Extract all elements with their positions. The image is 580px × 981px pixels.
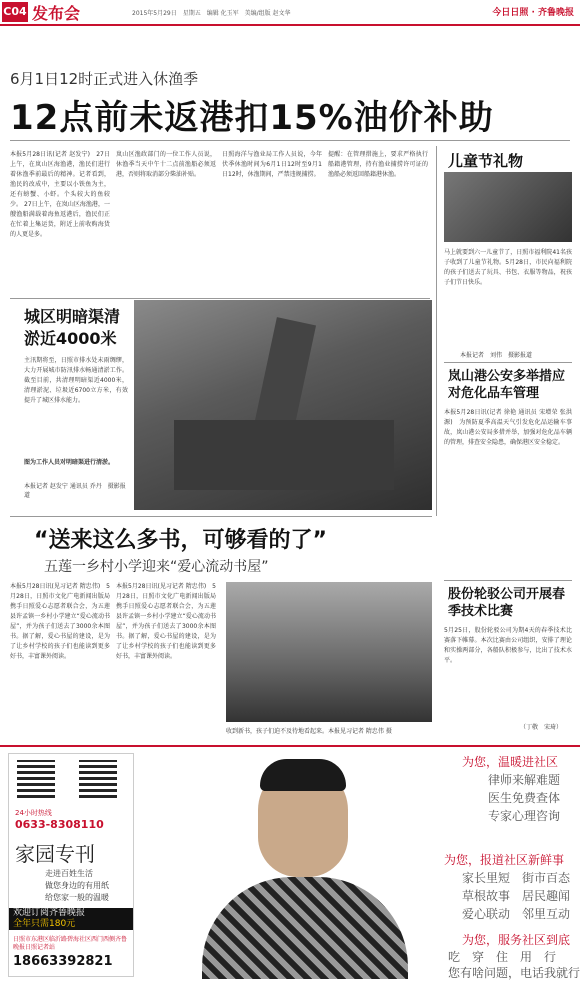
hotline-label: 24小时热线 (15, 809, 52, 817)
ad-tagline: 走进百姓生活 做您身边的有用纸 给您家一般的温暖 (45, 869, 109, 902)
police-title: 岚山港公安多举措应对危化品车管理 (448, 369, 566, 401)
lead-col-2: 岚山区渔政部门的一位工作人员说，休渔季当天中午十二点前渔船必须返港，否则将取消部分柴油补贴。 (116, 151, 216, 178)
divider (10, 516, 432, 517)
children-photo (444, 172, 572, 242)
hair (260, 759, 346, 791)
feature-photo (226, 582, 432, 722)
lead-col-4: 提醒：在管理措施上，要求严格执行船籍港管理，持有渔业捕捞许可证的渔船必须返回船籍港休渔。 (328, 151, 428, 178)
column-rule (436, 146, 437, 516)
feature-col-1: 本报5月28日讯(见习记者 隋忠伟) 5月28日，日照市文化广电新闻出版局携手日照爱心志愿者联合会，为五莲县许孟镇一乡村小学建立“爱心流动书屋”，并为孩子们送去了3000余本图书。据了解，爱心书屋的建设，是为了让乡村学校的孩子们也能读到更多好书，丰富课外阅读。 (10, 583, 110, 660)
lead-col-3: 日照海洋与渔业局工作人员说，今年伏季休渔时间为6月1日12时至9月1日12时，休渔期间，严禁违规捕捞。 (222, 151, 322, 178)
feature-subhead: 五莲一乡村小学迎来“爱心流动书屋” (44, 559, 269, 575)
divider (444, 362, 572, 363)
children-byline: 本报记者 刘伟 摄影报道 (460, 352, 533, 359)
ad-services-2: 家长里短 街市百态 草根故事 居民趣闻 爱心联动 邻里互动 (462, 871, 571, 921)
ad-slogan-top: 为您，温暖进社区 (462, 755, 559, 769)
feature-col-2: 本报5月28日讯(见习记者 隋忠伟) 5月28日，日照市文化广电新闻出版局携手日照爱心志愿者联合会，为五莲县许孟镇一乡村小学建立“爱心流动书屋”，并为孩子们送去了3000余本图书。据了解，爱心书屋的建设，是为了让乡村学校的孩子们也能读到更多好书，丰富课外阅读。 (116, 583, 216, 660)
ad-address: 日照市东港区临沂路碧海社区西门西侧齐鲁晚报日照记者站 (13, 936, 128, 951)
hotline-number: 0633-8308110 (15, 818, 104, 831)
channel (174, 420, 394, 490)
ad-portrait (180, 757, 430, 979)
ad-services-1: 律师来解难题 医生免费查体 专家心理咨询 (488, 773, 561, 823)
divider (10, 140, 570, 141)
tires-body: 5月25日，股份轮驳公司为期4天的春季技术比赛落下帷幕。本次比赛由公司组织，安排了理论和实操两部分，各船队积极参与，比出了技术水平。 (444, 627, 572, 664)
masthead-rule (0, 24, 580, 26)
section-title: 发布会 (32, 4, 81, 23)
divider (444, 580, 572, 581)
drain-title: 城区明暗渠清淤近4000米 (24, 307, 121, 348)
page-code: C04 (2, 2, 28, 22)
tires-title: 股份轮驳公司开展春季技术比赛 (448, 587, 566, 619)
lead-kicker: 6月1日12时正式进入休渔季 (10, 70, 199, 88)
drain-note: 图为工作人员对明暗渠进行清淤。 (24, 459, 115, 466)
police-body: 本报5月28日讯(记者 徐艳 通讯员 宋增荣 张洪源) 为预防夏季高温天气引发危化品运输车事故，岚山港公安局多措并举，加强对危化品车辆的管理，排查安全隐患，确保港区安全稳定。 (444, 409, 572, 446)
drain-body: 主汛期将至，日照市排水处未雨绸缪，大力开展城市防汛排水畅通清淤工作。截至目前，共清理明暗渠近4000米，清理淤泥、垃圾近6700立方米，有效提升了城区排水能力。 (24, 357, 128, 404)
ad-left-panel (8, 753, 134, 977)
column-name: 家园专刊 (15, 842, 95, 866)
drain-byline: 本报记者 赵发宁 通讯员 乔丹 摄影报道 (24, 483, 126, 499)
subscribe-banner: 欢迎订阅齐鲁晚报 全年只需180元 (9, 908, 133, 930)
qr-code (17, 760, 55, 798)
children-body: 马上就要到六一儿童节了，日照市福利院41名孩子收到了儿童节礼物。5月28日，市民向福利院的孩子们送去了玩具、书包、衣服等物品，祝孩子们节日快乐。 (444, 249, 572, 286)
lead-col-1: 本报5月28日讯(记者 赵发宁) 27日上午，在岚山区海渔港，渔民们进行着休渔季前最后的精神。记者看到，渔民的改成中，主要以小铁鱼为主，还有螃蟹、小虾。个头较大的鱼较少。 27日上午，在岚山区海渔港，一艘渔船满载着海鱼返港后，渔民们正在忙着上集运货，附近上前收购海货的人更是多。 (10, 151, 110, 238)
shirt (202, 877, 408, 979)
qr-code (79, 760, 117, 798)
issue-meta: 2015年5月29日 星期五 编辑 化玉军 美编/组版 赵文华 (132, 10, 291, 17)
drain-photo (134, 300, 432, 510)
feature-headline: “送来这么多书，可够看的了” (34, 528, 327, 553)
ad-block (0, 745, 580, 981)
ad-slogan-bottom: 为您，服务社区到底 (462, 933, 571, 947)
lead-headline: 12点前未返港扣15%油价补助 (10, 98, 494, 138)
feature-caption: 收到新书，孩子们迫不及待地看起来。本报见习记者 隋忠伟 摄 (226, 728, 392, 735)
tires-byline: （丁敬 宋琦） (520, 724, 563, 731)
divider (10, 298, 430, 299)
children-title: 儿童节礼物 (448, 152, 524, 170)
paper-name: 今日日照 · 齐鲁晚报 (492, 8, 574, 18)
ad-phone: 18663392821 (13, 954, 113, 969)
ad-slogan-mid: 为您，报道社区新鲜事 (444, 853, 565, 867)
ad-services-3: 吃 穿 住 用 行 您有啥问题，电话我就行 (448, 950, 580, 980)
